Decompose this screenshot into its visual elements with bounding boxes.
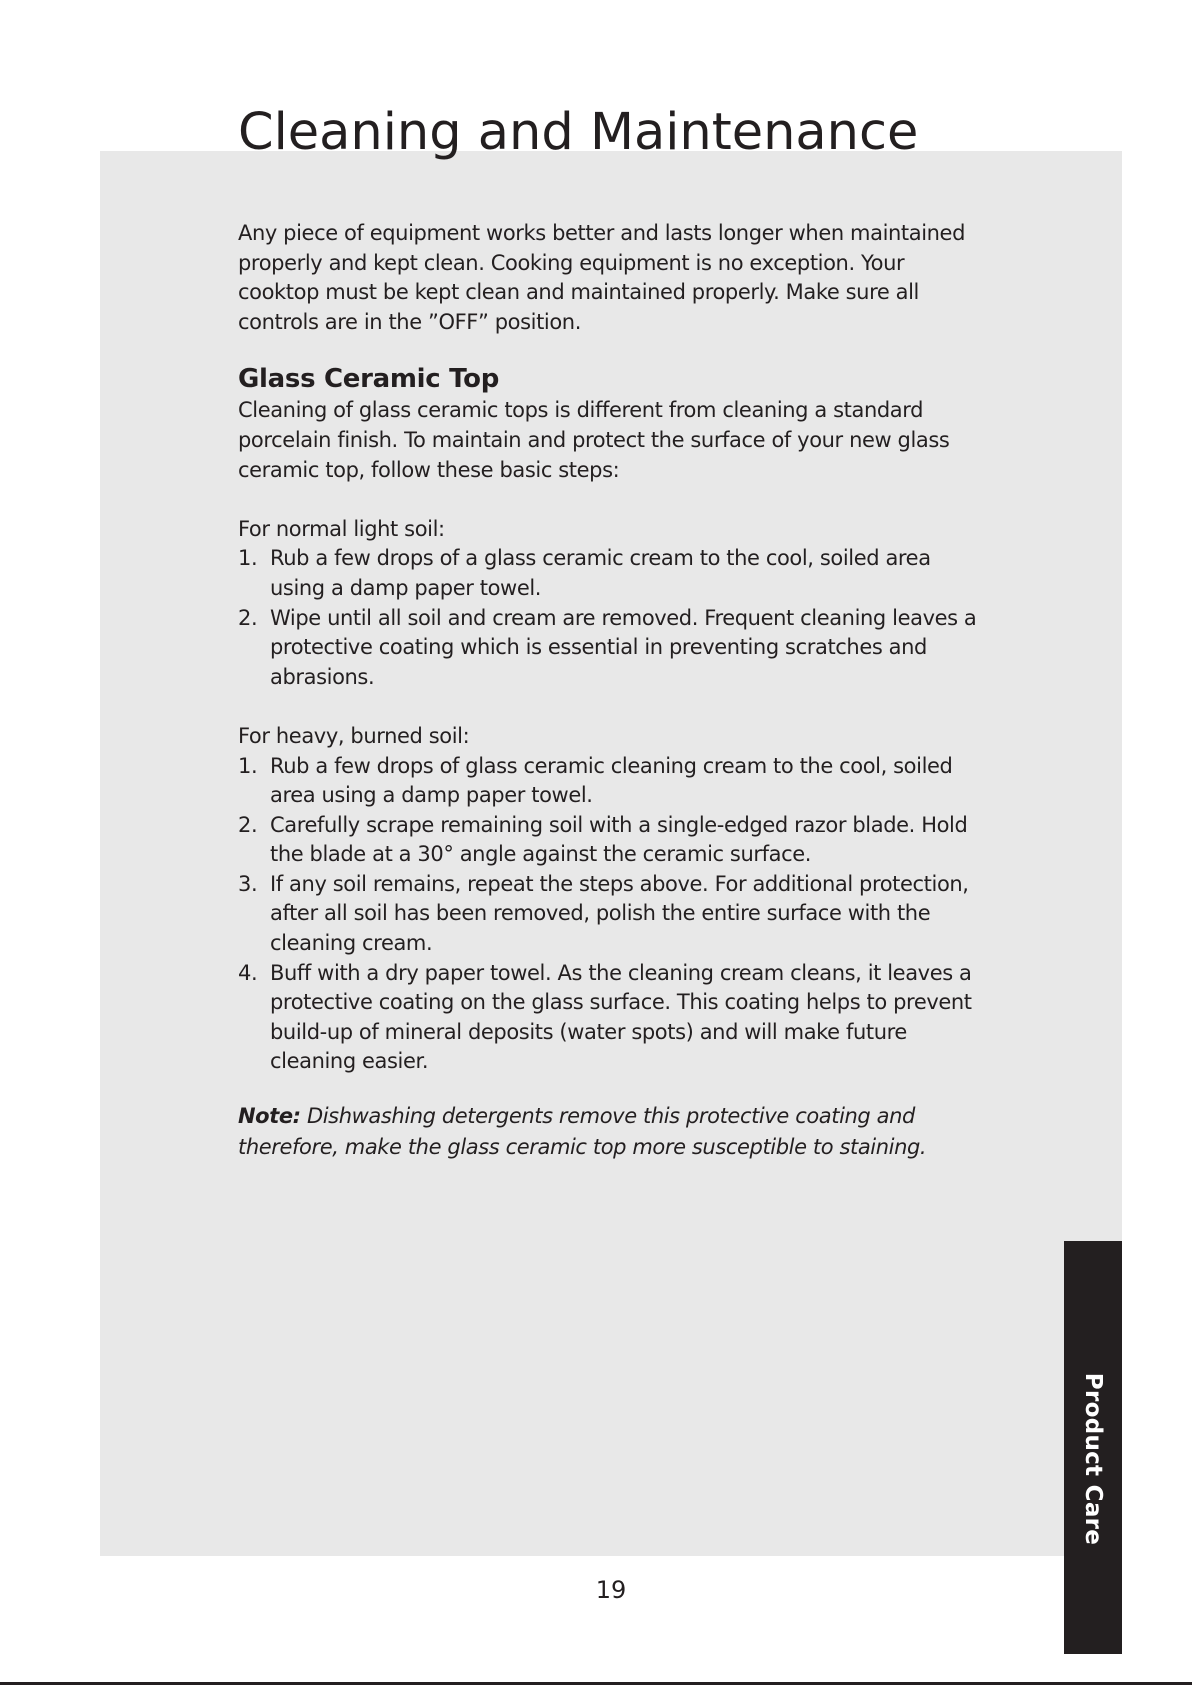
light-soil-label: For normal light soil:: [238, 516, 445, 541]
step-number: 1.: [238, 546, 258, 571]
note-text: Dishwashing detergents remove this protective coating and therefore, make the glass ceramic top more susceptible to staining.: [238, 1104, 927, 1160]
page-content: [238, 219, 990, 1163]
section-heading: Glass Ceramic Top: [238, 364, 500, 395]
step-number: 1.: [238, 753, 258, 778]
step-text: Carefully scrape remaining soil with a single-edged razor blade. Hold the blade at a 30° angle against the ceramic surface.: [270, 812, 968, 867]
list-item: [238, 811, 990, 870]
note-paragraph: [238, 1101, 990, 1163]
list-item: [238, 544, 990, 603]
list-item: [238, 752, 990, 811]
step-number: 3.: [238, 871, 258, 896]
heavy-soil-steps: [238, 752, 990, 1078]
step-text: If any soil remains, repeat the steps above. For additional protection, after all soil has been removed, polish the entire surface with the cleaning cream.: [270, 871, 969, 956]
section-tab-label: Product Care: [1080, 1372, 1106, 1546]
page-number: 19: [595, 1576, 627, 1604]
step-number: 2.: [238, 605, 258, 630]
note-label: Note:: [238, 1104, 301, 1129]
step-text: Rub a few drops of a glass ceramic cream to the cool, soiled area using a damp paper towel.: [270, 546, 931, 600]
list-item: [238, 870, 990, 959]
step-text: Rub a few drops of glass ceramic cleaning cream to the cool, soiled area using a damp paper towel.: [270, 753, 953, 808]
intro-paragraph: Any piece of equipment works better and lasts longer when maintained properly and kept clean. Cooking equipment is no exception. Your cooktop must be kept clean and maintained properly. Make sure all controls are in the ”OFF” position.: [238, 221, 966, 334]
page-title: Cleaning and Maintenance: [238, 103, 919, 162]
step-text: Buff with a dry paper towel. As the cleaning cream cleans, it leaves a protective coating on the glass surface. This coating helps to prevent build-up of mineral deposits (water spots) and will make future cleaning easier.: [270, 960, 972, 1074]
heavy-soil-label: For heavy, burned soil:: [238, 723, 470, 748]
spacer: [238, 692, 990, 722]
step-number: 2.: [238, 812, 258, 837]
list-item: [238, 604, 990, 693]
step-number: 4.: [238, 960, 258, 985]
spacer: [238, 485, 990, 515]
step-text: Wipe until all soil and cream are removed. Frequent cleaning leaves a protective coating which is essential in preventing scratches and abrasions.: [270, 605, 977, 689]
light-soil-steps: [238, 544, 990, 692]
list-item: [238, 959, 990, 1077]
section-description: Cleaning of glass ceramic tops is different from cleaning a standard porcelain finish. To maintain and protect the surface of your new glass ceramic top, follow these basic steps:: [238, 398, 950, 482]
section-tab: [1064, 1241, 1122, 1654]
